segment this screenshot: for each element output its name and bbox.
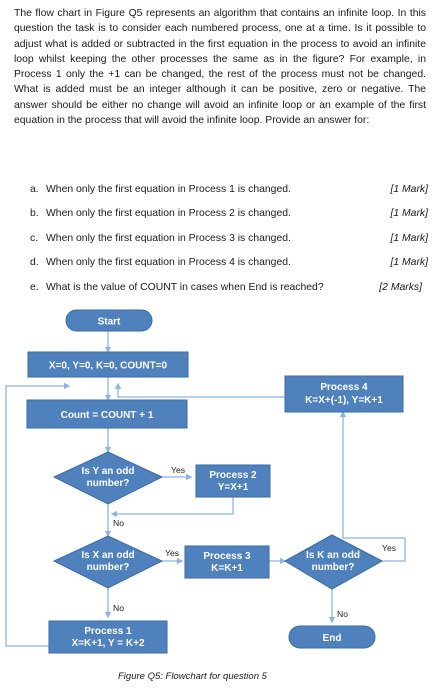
question-text: The flow chart in Figure Q5 represents an algorithm that contains an infinite loop. In this question the task is to consider each numbered process, one at a time. Is it possible to adjust what is added or subtracted in the first equation in the process to avoid an infinite loop whilst keeping the other processes the same as in the figure? For example, in Process 1 only the +1 can be changed, the rest of the process must not be changed. What is added must be an integer although it can be positive, zero or negative. The answer should be either no change will avoid an infinite loop or an example of the first equation in the process that will avoid the infinite loop. Provide an answer for: [14, 8, 426, 127]
question-item-d [30, 256, 428, 280]
no-label: No [113, 518, 124, 528]
decision-y-line-2: number? [86, 478, 130, 489]
mark-label: [1 Mark] [390, 184, 428, 195]
process-1-equation: X=K+1, Y = K+2 [71, 638, 145, 649]
process-4-title: Process 4 [320, 382, 368, 393]
process-1-title: Process 1 [84, 626, 132, 637]
question-text: When only the first equation in Process 4 is changed. [46, 257, 291, 269]
question-text: What is the value of COUNT in cases when End is reached? [46, 281, 324, 293]
yes-label: Yes [171, 465, 186, 475]
decision-k-line-1: Is K an odd [306, 550, 360, 561]
decision-k-line-2: number? [311, 562, 355, 573]
process-3-title: Process 3 [203, 551, 251, 562]
start-label: Start [97, 316, 121, 328]
count-label: Count = COUNT + 1 [60, 410, 154, 421]
arrow-proc4-count [118, 384, 285, 397]
question-letter: b. [30, 208, 39, 220]
no-label: No [337, 609, 348, 619]
no-label: No [113, 603, 124, 613]
mark-label: [1 Mark] [390, 257, 428, 269]
yes-label: Yes [165, 548, 180, 558]
process-2-title: Process 2 [209, 470, 257, 481]
arrow-proc2-merge [112, 497, 233, 514]
mark-label: [1 Mark] [390, 208, 428, 220]
question-item-b [30, 207, 428, 231]
arrow-dec-k-yes [343, 412, 405, 561]
decision-y-line-1: Is Y an odd [81, 466, 135, 477]
question-text: When only the first equation in Process 1 is changed. [46, 184, 291, 195]
question-text: When only the first equation in Process 2 is changed. [46, 208, 291, 220]
init-label: X=0, Y=0, K=0, COUNT=0 [48, 360, 168, 372]
question-letter: e. [30, 281, 39, 293]
decision-x-line-1: Is X an odd [81, 550, 135, 561]
question-text: When only the first equation in Process 3 is changed. [46, 232, 291, 244]
decision-x-line-2: number? [86, 562, 130, 573]
question-letter: c. [30, 232, 39, 244]
yes-label: Yes [382, 543, 397, 553]
mark-label: [1 Mark] [390, 232, 428, 244]
question-letter: d. [30, 257, 39, 269]
mark-label: [2 Marks] [379, 281, 422, 293]
process-4-equation: K=X+(-1), Y=K+1 [305, 395, 383, 406]
question-letter: a. [30, 184, 39, 195]
process-3-equation: K=K+1 [211, 563, 243, 574]
question-item-c [30, 232, 428, 256]
figure-caption: Figure Q5: Flowchart for question 5 [118, 671, 267, 682]
question-item-a [30, 183, 428, 207]
flowchart [0, 300, 434, 670]
process-2-equation: Y=X+1 [217, 482, 249, 493]
end-label: End [322, 633, 342, 644]
question-list [30, 183, 428, 305]
